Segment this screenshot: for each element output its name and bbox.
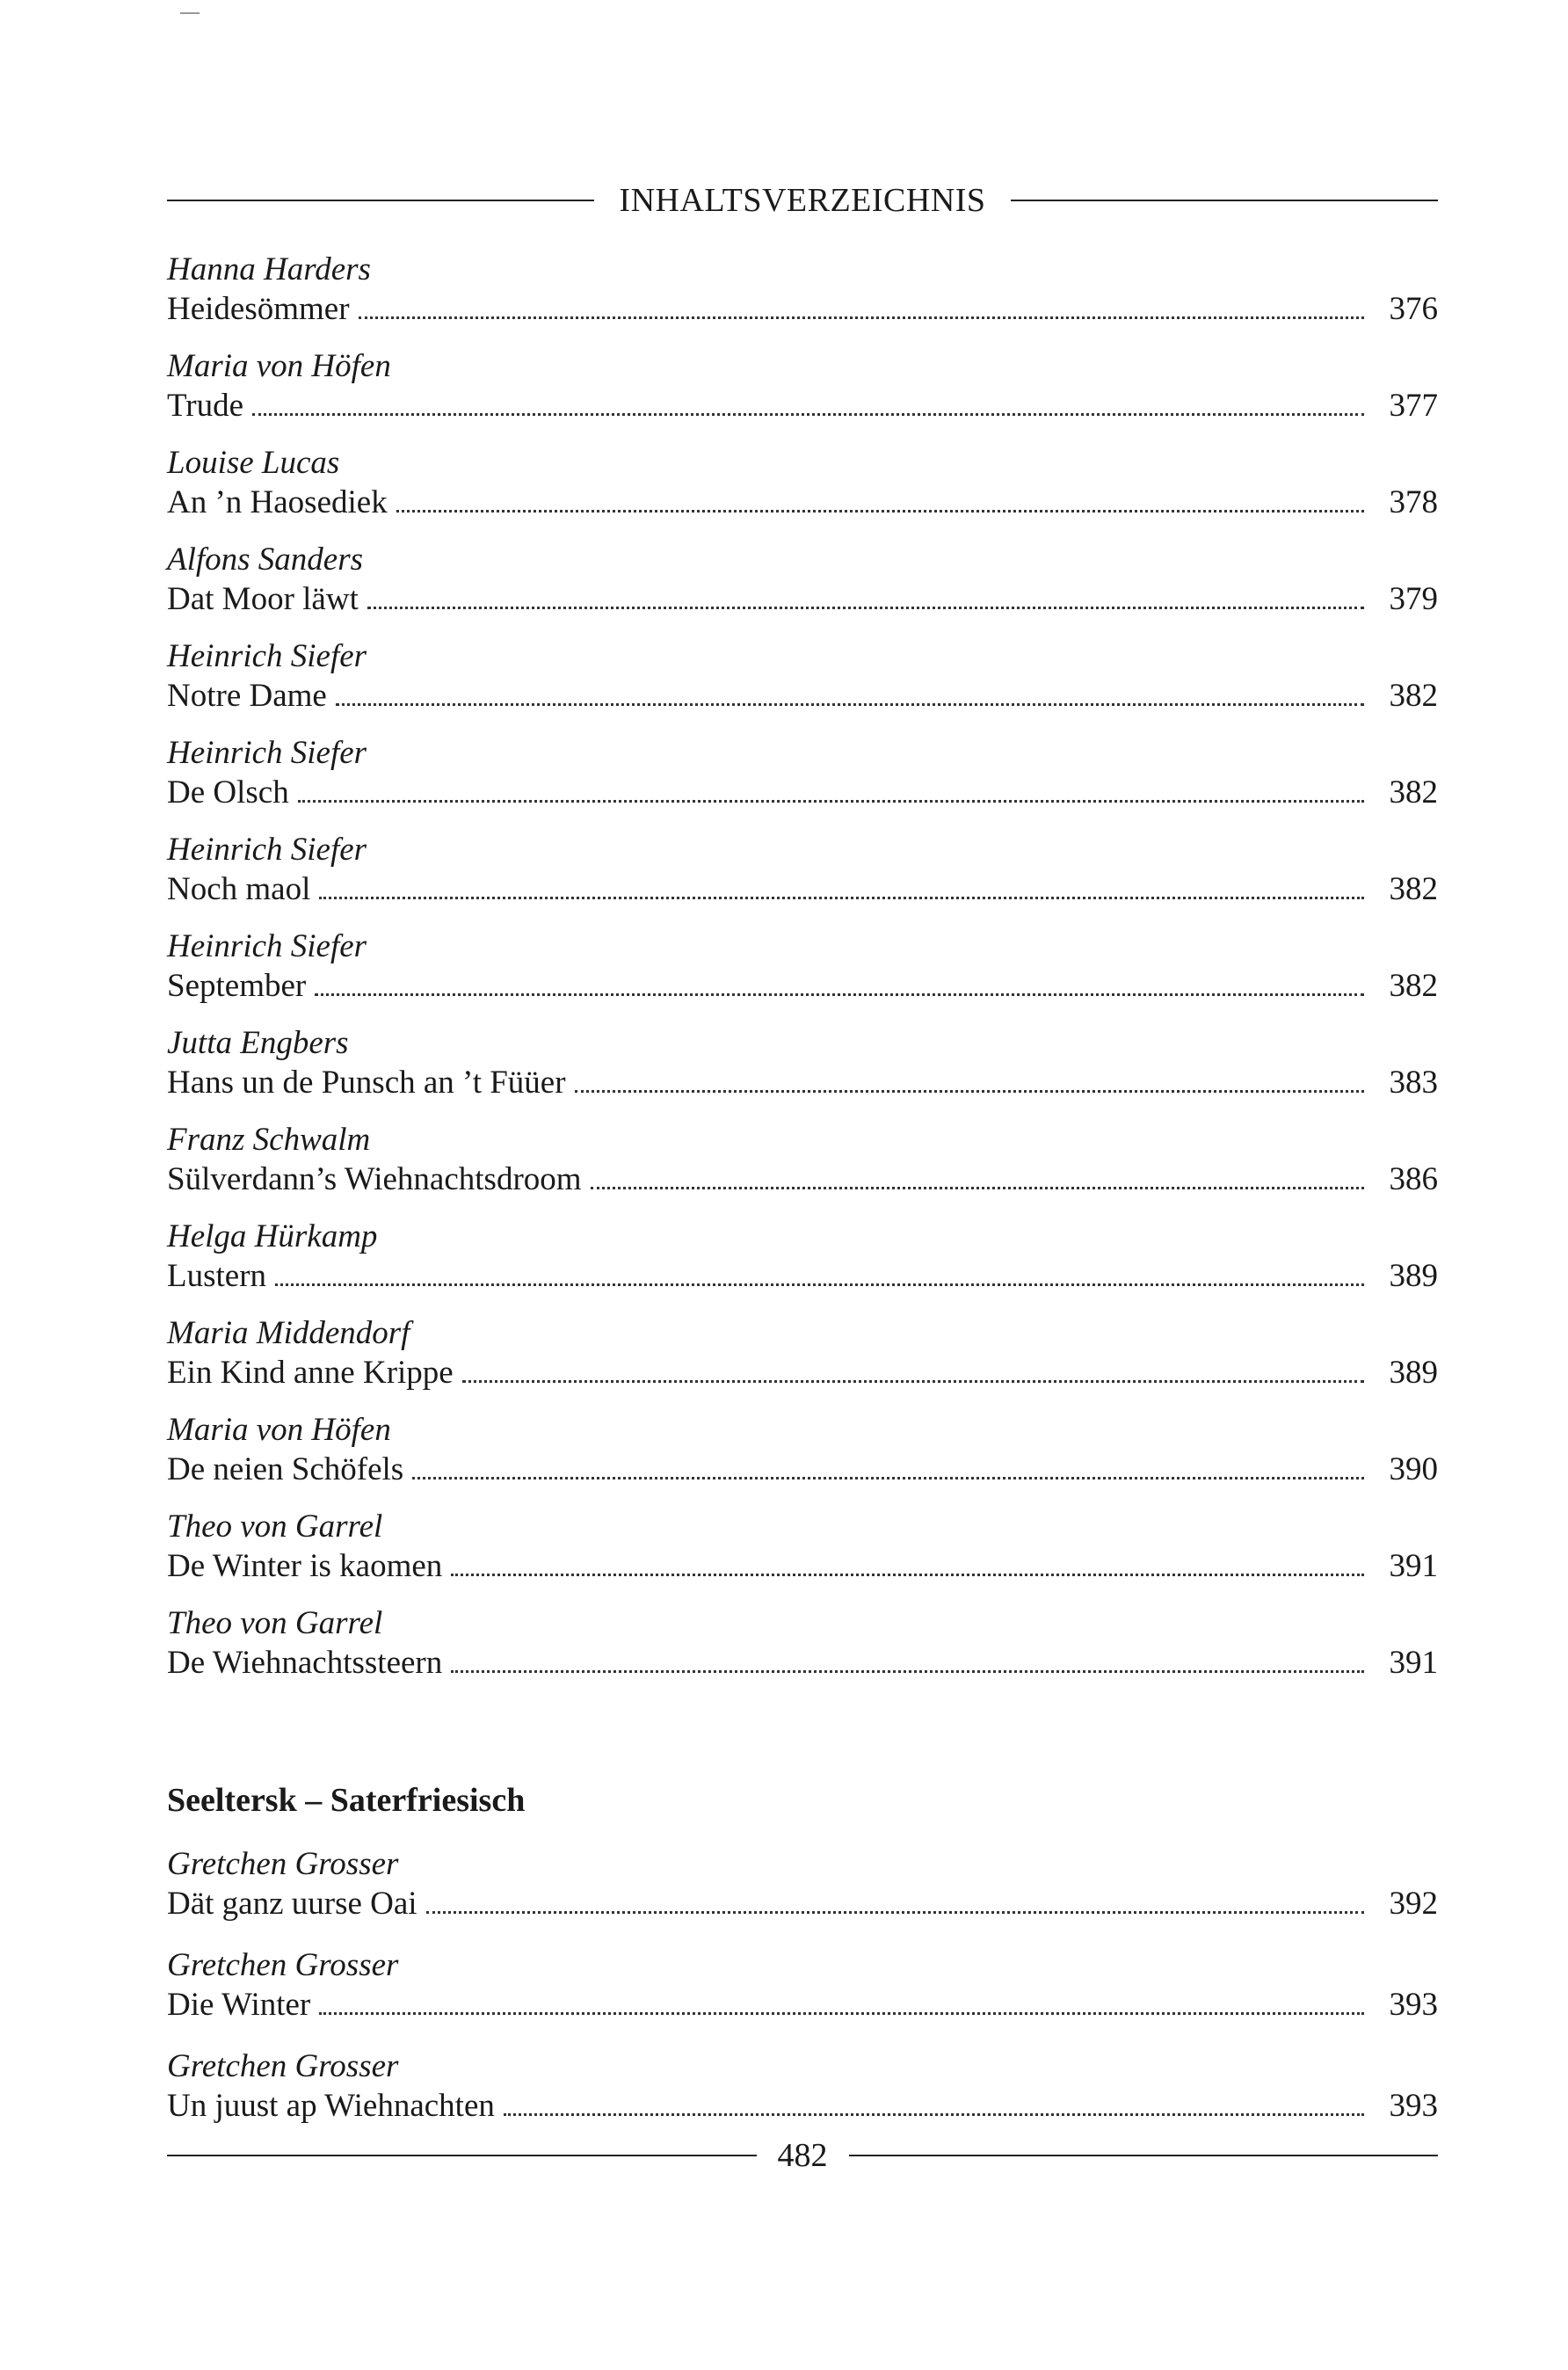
entry-line [167,387,1438,427]
entry-author: Gretchen Grosser [167,2048,399,2084]
entry-page-number: 382 [1389,871,1438,907]
entry-page-number: 379 [1389,581,1438,617]
toc-entry [167,1025,1438,1122]
section-entries [167,1846,1438,2149]
entry-line [167,677,1438,717]
dot-leader [504,2113,1364,2116]
dot-leader [591,1187,1364,1189]
section-heading: Seeltersk – Saterfriesisch [167,1782,526,1819]
dot-leader [396,510,1364,513]
entry-title: Notre Dame [167,678,327,714]
dot-leader [319,897,1364,899]
entry-page-number: 382 [1389,678,1438,714]
dot-leader [451,1574,1364,1576]
entry-page-number: 382 [1389,774,1438,811]
header-rule-left [167,200,594,201]
toc-entry [167,1846,1438,1947]
entry-page-number: 391 [1389,1548,1438,1584]
entry-line [167,870,1438,911]
entry-author: Heinrich Siefer [167,928,367,964]
entry-author: Gretchen Grosser [167,1846,399,1882]
entry-line [167,1160,1438,1201]
header-title: INHALTSVERZEICHNIS [619,182,986,219]
running-header [167,181,1438,220]
footer-rule-right [849,2155,1439,2156]
entry-author: Maria von Höfen [167,1412,391,1448]
entry-line [167,1644,1438,1684]
toc-entry [167,1122,1438,1218]
footer-rule-left [167,2155,757,2156]
toc-entry [167,1218,1438,1315]
entry-title: Lustern [167,1258,267,1294]
entry-page-number: 389 [1389,1355,1438,1391]
toc-entry [167,1412,1438,1509]
dot-leader [462,1380,1364,1383]
entry-line [167,1547,1438,1588]
header-rule-right [1011,200,1438,201]
entry-author: Jutta Engbers [167,1025,349,1061]
toc-entry [167,928,1438,1025]
entry-line [167,2087,1438,2127]
toc-entry [167,542,1438,638]
entry-title: Un juust ap Wiehnachten [167,2088,495,2124]
entry-line [167,483,1438,524]
entry-author: Alfons Sanders [167,542,364,578]
entry-title: Trude [167,388,244,424]
page-number: 482 [777,2137,828,2174]
entry-title: De Wiehnachtssteern [167,1645,443,1681]
section-spacer [167,1702,1438,1781]
toc-entry [167,638,1438,735]
entry-author: Heinrich Siefer [167,638,367,674]
dot-leader [315,993,1364,996]
scan-mark [180,12,200,14]
entry-title: Hans un de Punsch an ’t Füüer [167,1065,566,1101]
entry-line [167,967,1438,1007]
toc-entry [167,735,1438,832]
entry-line [167,1064,1438,1104]
dot-leader [319,2012,1364,2015]
entry-author: Louise Lucas [167,445,340,481]
entry-author: Franz Schwalm [167,1122,371,1158]
page-footer [167,2136,1438,2175]
dot-leader [359,316,1364,319]
entry-title: Sülverdann’s Wiehnachtsdroom [167,1161,582,1197]
dot-leader [412,1477,1364,1479]
table-of-contents [167,251,1438,2149]
toc-entry [167,1509,1438,1605]
entry-title: An ’n Haosediek [167,484,388,520]
entry-page-number: 393 [1389,1987,1438,2023]
entry-line [167,290,1438,331]
entry-author: Heinrich Siefer [167,735,367,771]
dot-leader [575,1090,1364,1093]
toc-entry [167,1315,1438,1412]
entry-page-number: 383 [1389,1065,1438,1101]
dot-leader [275,1283,1364,1286]
entry-line [167,580,1438,621]
entry-author: Theo von Garrel [167,1509,383,1545]
entry-page-number: 393 [1389,2088,1438,2124]
entry-page-number: 376 [1389,291,1438,327]
toc-entry [167,445,1438,542]
entry-title: De Winter is kaomen [167,1548,443,1584]
entry-author: Gretchen Grosser [167,1947,399,1983]
entry-page-number: 382 [1389,968,1438,1004]
entry-author: Hanna Harders [167,251,371,287]
entry-title: De neien Schöfels [167,1451,404,1487]
entry-page-number: 392 [1389,1886,1438,1922]
toc-entry [167,251,1438,348]
entry-author: Theo von Garrel [167,1605,383,1641]
entry-author: Heinrich Siefer [167,832,367,868]
entry-line [167,1450,1438,1491]
entry-page-number: 389 [1389,1258,1438,1294]
dot-leader [367,607,1364,609]
dot-leader [298,800,1364,803]
entry-title: Dat Moor läwt [167,581,359,617]
entry-author: Maria Middendorf [167,1315,410,1351]
entry-author: Maria von Höfen [167,348,391,384]
entry-title: September [167,968,307,1004]
entry-line [167,1257,1438,1298]
entry-page-number: 390 [1389,1451,1438,1487]
entry-page-number: 386 [1389,1161,1438,1197]
entry-page-number: 377 [1389,388,1438,424]
dot-leader [336,703,1364,706]
entry-title: Die Winter [167,1987,311,2023]
entry-title: Dät ganz uurse Oai [167,1886,417,1922]
entry-line [167,1354,1438,1394]
entry-line [167,1986,1438,2026]
entry-title: De Olsch [167,774,289,811]
toc-entry [167,348,1438,445]
entry-line [167,1885,1438,1925]
entry-page-number: 391 [1389,1645,1438,1681]
toc-entry [167,832,1438,928]
toc-entries [167,251,1438,1702]
dot-leader [426,1911,1364,1914]
entry-line [167,774,1438,814]
toc-entry [167,1605,1438,1702]
entry-author: Helga Hürkamp [167,1218,378,1254]
toc-entry [167,1947,1438,2048]
dot-leader [252,413,1364,416]
entry-title: Noch maol [167,871,311,907]
entry-title: Ein Kind anne Krippe [167,1355,454,1391]
dot-leader [451,1670,1364,1673]
toc-entry [167,2048,1438,2149]
entry-page-number: 378 [1389,484,1438,520]
entry-title: Heidesömmer [167,291,350,327]
